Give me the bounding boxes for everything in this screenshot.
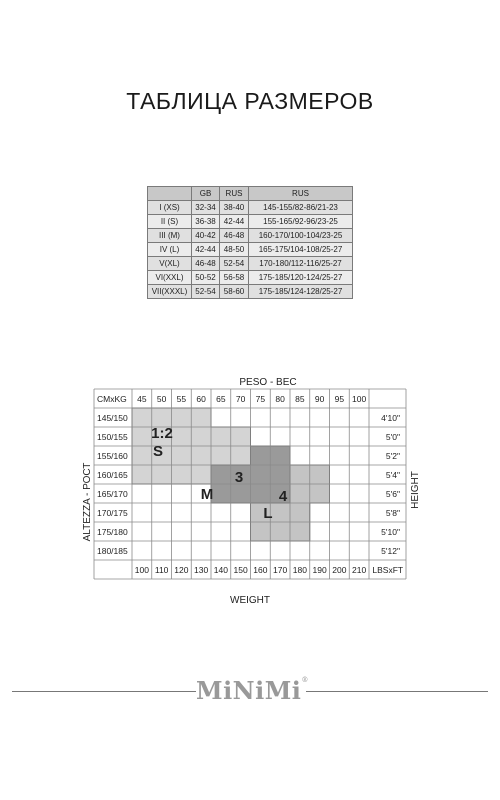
lbs-tick-label: 190 bbox=[312, 565, 327, 575]
size-table-cell: 32-34 bbox=[192, 201, 220, 215]
size-table-cell: 48-50 bbox=[220, 243, 249, 257]
size-table-cell: 50-52 bbox=[192, 271, 220, 285]
size-table-cell: II (S) bbox=[148, 215, 192, 229]
lbs-tick-label: 170 bbox=[273, 565, 288, 575]
lbs-tick-label: 210 bbox=[352, 565, 367, 575]
ft-tick-label: 5'6" bbox=[385, 489, 400, 499]
brand-logo bbox=[196, 676, 309, 705]
size-table-cell: VII(XXXL) bbox=[148, 285, 192, 299]
kg-tick-label: 95 bbox=[334, 394, 345, 404]
cm-tick-label: 165/170 bbox=[97, 489, 128, 499]
kg-tick-label: 45 bbox=[137, 394, 147, 404]
size-table-cell: 175-185/124-128/25-27 bbox=[249, 285, 353, 299]
lbs-tick-label: 200 bbox=[332, 565, 347, 575]
size-table-cell: 175-185/120-124/25-27 bbox=[249, 271, 353, 285]
size-table-cell: 155-165/92-96/23-25 bbox=[249, 215, 353, 229]
kg-tick-label: 100 bbox=[352, 394, 367, 404]
size-table-cell: IV (L) bbox=[148, 243, 192, 257]
size-table-header: RUS bbox=[220, 187, 249, 201]
corner-label-bottom: LBSxFT bbox=[372, 565, 404, 575]
ft-tick-label: 5'0" bbox=[385, 432, 400, 442]
cm-tick-label: 170/175 bbox=[97, 508, 128, 518]
size-table-cell: 42-44 bbox=[192, 243, 220, 257]
cm-tick-label: 175/180 bbox=[97, 527, 128, 537]
lbs-tick-label: 160 bbox=[253, 565, 268, 575]
zone-number-label: 3 bbox=[234, 469, 244, 486]
zone-size-label: M bbox=[200, 486, 214, 503]
size-table-cell: 36-38 bbox=[192, 215, 220, 229]
zone-size-label: S bbox=[152, 443, 164, 460]
right-axis-title: HEIGHT bbox=[410, 471, 421, 509]
size-table-cell: VI(XXL) bbox=[148, 271, 192, 285]
brand-name: MiNiMi bbox=[196, 676, 302, 705]
ft-tick-label: 5'10" bbox=[381, 527, 400, 537]
size-table-cell: 52-54 bbox=[220, 257, 249, 271]
size-table-cell: 40-42 bbox=[192, 229, 220, 243]
size-table-header: GB bbox=[192, 187, 220, 201]
size-table-cell: I (XS) bbox=[148, 201, 192, 215]
zone-number-label: 4 bbox=[278, 488, 288, 505]
kg-tick-label: 50 bbox=[156, 394, 167, 404]
ft-tick-label: 5'8" bbox=[385, 508, 400, 518]
size-table-cell: 160-170/100-104/23-25 bbox=[249, 229, 353, 243]
kg-tick-label: 90 bbox=[314, 394, 325, 404]
size-table-cell: 38-40 bbox=[220, 201, 249, 215]
size-table-cell: 52-54 bbox=[192, 285, 220, 299]
size-table-cell: V(XL) bbox=[148, 257, 192, 271]
registered-mark: ® bbox=[301, 676, 309, 684]
kg-tick-label: 85 bbox=[295, 394, 305, 404]
footer-divider-right bbox=[306, 691, 488, 692]
cm-tick-label: 180/185 bbox=[97, 546, 128, 556]
lbs-tick-label: 180 bbox=[292, 565, 307, 575]
size-table-header: RUS bbox=[249, 187, 353, 201]
ft-tick-label: 5'4" bbox=[385, 470, 400, 480]
size-table-cell: 145-155/82-86/21-23 bbox=[249, 201, 353, 215]
lbs-tick-label: 150 bbox=[233, 565, 248, 575]
size-table-cell: III (M) bbox=[148, 229, 192, 243]
cm-tick-label: 160/165 bbox=[97, 470, 128, 480]
size-table-cell: 170-180/112-116/25-27 bbox=[249, 257, 353, 271]
size-table-cell: 58-60 bbox=[220, 285, 249, 299]
zone-size-label: L bbox=[263, 505, 273, 522]
top-axis-title: PESO - ВЕС bbox=[239, 377, 297, 388]
ft-tick-label: 5'2" bbox=[385, 451, 400, 461]
lbs-tick-label: 100 bbox=[134, 565, 149, 575]
kg-tick-label: 80 bbox=[275, 394, 285, 404]
lbs-tick-label: 110 bbox=[154, 565, 169, 575]
kg-tick-label: 75 bbox=[255, 394, 266, 404]
cm-tick-label: 150/155 bbox=[97, 432, 128, 442]
ft-tick-label: 5'12" bbox=[381, 546, 400, 556]
kg-tick-label: 70 bbox=[235, 394, 246, 404]
size-table-cell: 56-58 bbox=[220, 271, 249, 285]
bottom-axis-title: WEIGHT bbox=[230, 595, 270, 606]
size-table-cell: 165-175/104-108/25-27 bbox=[249, 243, 353, 257]
footer-divider-left bbox=[12, 691, 196, 692]
cm-tick-label: 145/150 bbox=[97, 413, 128, 423]
page-title: ТАБЛИЦА РАЗМЕРОВ bbox=[126, 88, 374, 114]
left-axis-title: ALTEZZA - РОСТ bbox=[82, 462, 93, 542]
kg-tick-label: 60 bbox=[196, 394, 206, 404]
lbs-tick-label: 120 bbox=[174, 565, 189, 575]
size-table-cell: 42-44 bbox=[220, 215, 249, 229]
ft-tick-label: 4'10" bbox=[381, 413, 400, 423]
size-table-cell: 46-48 bbox=[220, 229, 249, 243]
zone-number-label: 1:2 bbox=[151, 425, 173, 442]
cm-tick-label: 155/160 bbox=[97, 451, 128, 461]
kg-tick-label: 55 bbox=[176, 394, 187, 404]
corner-label-top: CMxKG bbox=[97, 394, 127, 404]
lbs-tick-label: 140 bbox=[213, 565, 228, 575]
lbs-tick-label: 130 bbox=[194, 565, 209, 575]
size-table-cell: 46-48 bbox=[192, 257, 220, 271]
kg-tick-label: 65 bbox=[216, 394, 226, 404]
